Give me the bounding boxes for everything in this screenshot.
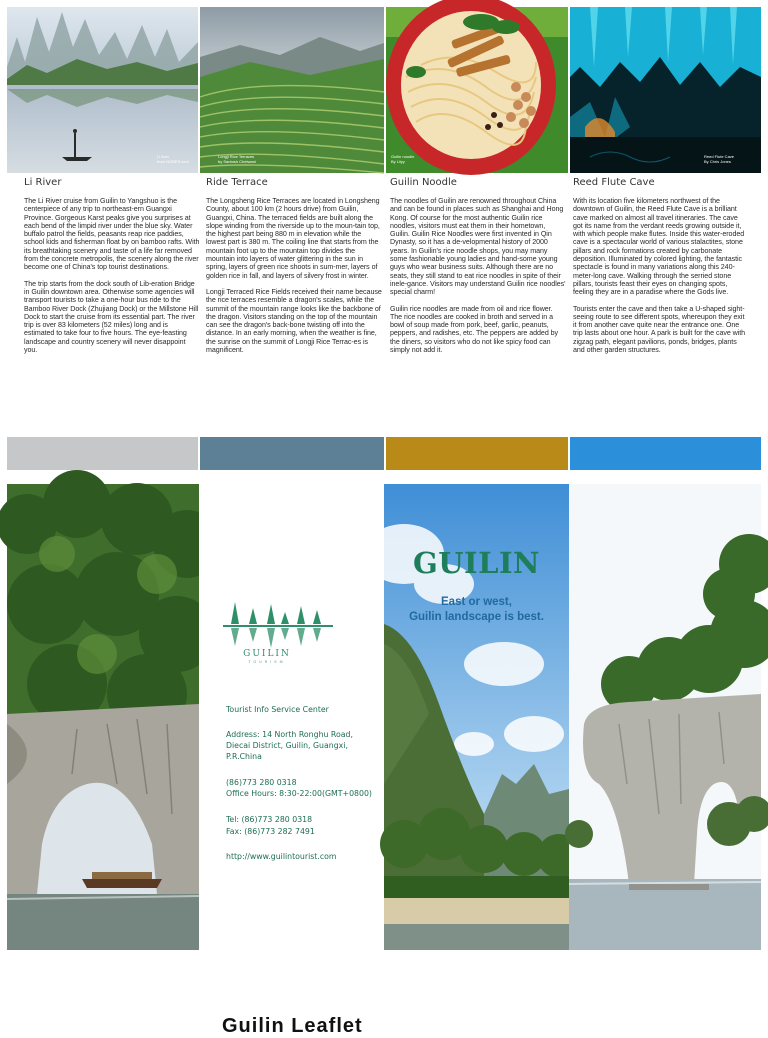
color-bar-blue	[570, 437, 761, 470]
reed-flute-cave-photo	[570, 7, 761, 173]
elephant-trunk-hill-photo-right	[569, 484, 761, 950]
li-river-paragraph-1: The Li River cruise from Guilin to Yangshuo is the centerpiece of any trip to northeast-ern Guangxi Province. Gorgeous Karst peaks give you surprises at each bend of the limpid river under the blue sky. Water buffalo patrol the fields, peasants reap rice paddies, school kids and fisherman float by on bamboo rafts. With its breathtaking scenery and taste of a life far removed from the concrete metropolis, the scenery along the river become one of China's top tourist destinations.	[24, 197, 200, 272]
cover-slogan-line-1: East or west,	[441, 596, 512, 608]
guilin-noodle-paragraph-1: The noodles of Guilin are renowned throughout China and can be found in places such as Shanghai and Hong Kong. Of course for the most authentic Guilin rice noodles, visitors must eat them in their hometown, Guilin. Guilin Rice Noodles were first invented in Qin Dynasty, so it has a de-velopmental history of 2000 years. In Guilin's rice noodle shops, you may many some fashionable young ladies and hand-some young guys who wear business suits. Although there are no seats, they still stand to eat rice noodles in spite of their inele-gance. Visitors may understand Guilin rice noodles' special charm!	[390, 197, 566, 297]
color-bar-gray	[7, 437, 198, 470]
info-tel: Tel: (86)773 280 0318	[226, 815, 313, 824]
logo-text: GUILIN	[243, 649, 291, 659]
guilin-noodle-paragraph-2: Guilin rice noodles are made from oil and rice flower. The rice noodles are cooked in broth and served in a bowl of soup made from pork, beef, garlic, peanuts, peppers, and radishes, etc. The peppers are added by the diners, so visitors who do not like spicy food can simply not add it.	[390, 304, 559, 355]
rice-terrace-photo	[200, 7, 384, 173]
rice-terrace-credit: Longji Rice Terraces by Santosh Chetwani	[218, 154, 256, 164]
li-river-photo	[7, 7, 198, 173]
info-center-name: Tourist Info Service Center	[226, 705, 329, 714]
reed-flute-cave-paragraph-1: With its location five kilometers northwest of the downtown of Guilin, the Reed Flute Cave is a brilliant cave marked on almost all travel itineraries. The cave got its name from the verdant reeds growing outside it, with which people make flutes. Inside this water-eroded cave is a spectacular world of various stalactites, stone pillars and rock formations created by carbonate deposition. Illuminated by colored lighting, the fantastic spectacle is found in many variations along this 240-meter-long cave. Walking through the serried stone pillars, tourists feast their eyes on changing spots, feeling they are in a paradise where the Gods live.	[573, 197, 745, 297]
ride-terrace-title: Ride Terrace	[206, 177, 268, 188]
li-river-column	[24, 177, 200, 362]
cover-slogan	[384, 595, 569, 625]
cover-slogan-line-2: Guilin landscape is best.	[409, 611, 544, 623]
info-phone: (86)773 280 0318	[226, 778, 297, 787]
ride-terrace-paragraph-1: The Longsheng Rice Terraces are located in Longsheng County, about 100 km (2 hours drive) from Guilin, Guangxi, China. The terraced fields are built along the slope winding from the riverside up to the moun-tain top, the highest part being 880 m in elevation while the lowest part is 380 m. The coiling line that starts from the mountain foot up to the mountain top divides the mountain into layers of water glittering in the sun in spring, layers of green rice shoots in sum-mer, layers of golden rice in fall, and layers of silvery frost in winter.	[206, 197, 380, 280]
ride-terrace-column	[206, 177, 382, 362]
reed-flute-cave-title: Reed Flute Cave	[573, 177, 655, 188]
info-website-link[interactable]: http://www.guilintourist.com	[226, 852, 337, 861]
li-river-credit: Li river from NOBES.com	[157, 154, 189, 164]
guilin-noodle-column	[390, 177, 566, 362]
guilin-noodle-credit: Guilin noodle By Lilyy	[391, 154, 415, 164]
footer-text: Guilin Leaflet	[222, 1015, 363, 1037]
reed-flute-cave-column	[573, 177, 749, 362]
reed-flute-cave-paragraph-2: Tourists enter the cave and then take a U-shaped sight-seeing route to see different spots, whereupon they exit it from another cave quite near the entrance one. One trip lasts about one hour. A park is built for the cave with zigzag path, elegant pavilions, ponds, bridges, plants and other garden structures.	[573, 304, 746, 355]
cover-title: GUILIN	[412, 546, 541, 580]
tourist-info-panel	[199, 484, 384, 950]
info-address: Address: 14 North Ronghu Road, Diecai District, Guilin, Guangxi, P.R.China	[226, 730, 353, 761]
color-bar-slate	[200, 437, 384, 470]
logo-subtext: TOURISM	[248, 660, 286, 664]
guilin-noodle-title: Guilin Noodle	[390, 177, 457, 188]
guilin-logo	[223, 594, 333, 654]
guilin-noodle-photo	[386, 7, 568, 173]
li-river-title: Li River	[24, 177, 62, 188]
color-bar-gold	[386, 437, 568, 470]
elephant-trunk-hill-photo-left	[7, 484, 199, 950]
ride-terrace-paragraph-2: Longji Terraced Rice Fields received their name because the rice terraces resemble a dragon's scales, while the summit of the mountain range looks like the backbone of the dragon. Visitors standing on the top of the mountain can see the dragon's back-bone twisting off into the distance. In an early morning, when the weather is fine, the sunrise on the summit of Longji Rice Terrac-es is magnificent.	[206, 287, 382, 355]
info-office-hours: Office Hours: 8:30-22:00(GMT+0800)	[226, 789, 372, 798]
reed-flute-cave-credit: Reed Flute Cave By Chris Jones	[704, 154, 735, 164]
info-fax: Fax: (86)773 282 7491	[226, 827, 315, 836]
li-river-paragraph-2: The trip starts from the dock south of Lib-eration Bridge in Guilin downtown area. Otherwise some agencies will transport tourists to take a one-hour bus ride to the Bamboo River Dock (Zhujiang Dock) or the Millstone Hill Dock to start the cruise from its essential part. The river trip is over 83 kilometers (52 miles) long and is estimated to take four to five hours. The eye-feasting landscape and country scenery will never disappoint you.	[24, 279, 199, 355]
